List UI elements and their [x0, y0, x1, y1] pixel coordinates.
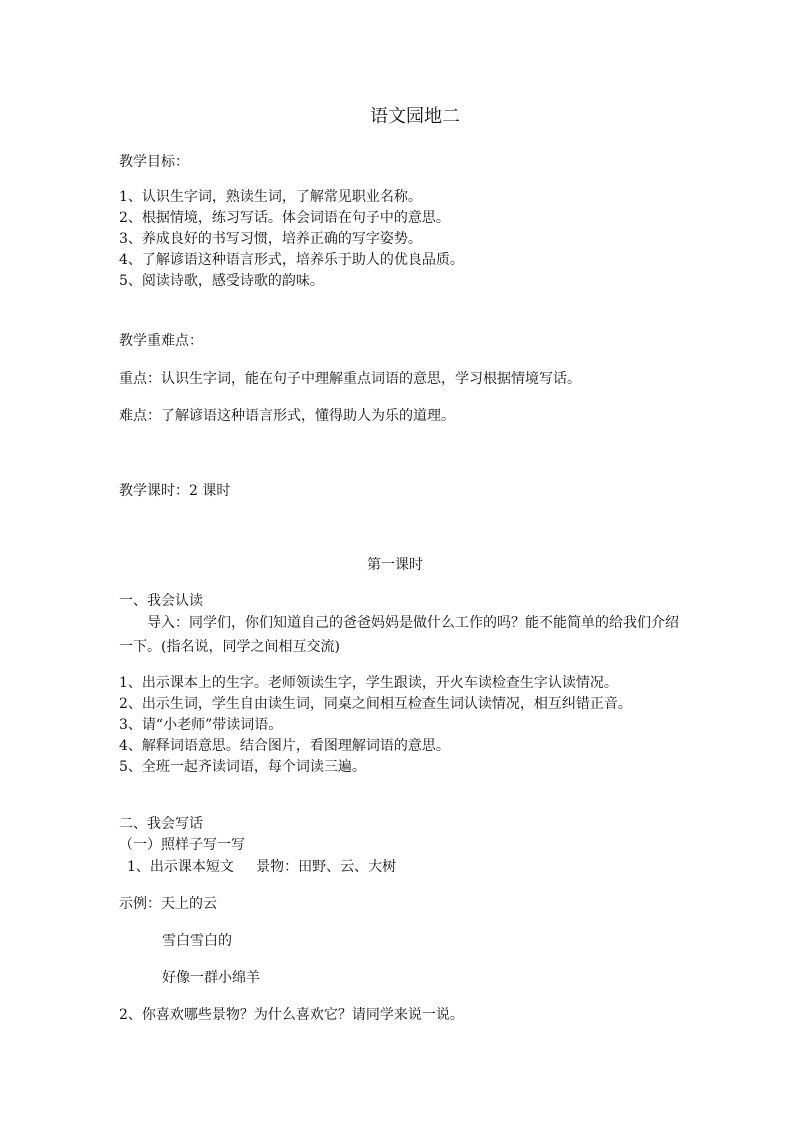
objective-item: 4、了解谚语这种语言形式，培养乐于助人的优良品质。: [119, 252, 464, 268]
difficult-point: 难点：了解谚语这种语言形式，懂得助人为乐的道理。: [119, 408, 455, 424]
objective-item: 5、阅读诗歌，感受诗歌的韵味。: [119, 273, 324, 289]
step-item: 3、请“小老师”带读词语。: [119, 717, 283, 733]
intro-text: 一下。(指名说，同学之间相互交流): [119, 639, 340, 655]
objective-item: 3、养成良好的书写习惯，培养正确的写字姿势。: [119, 231, 422, 247]
sub-heading: （一）照样子写一写: [119, 837, 245, 853]
section-heading: 一、我会认读: [119, 593, 203, 609]
example-line: 雪白雪白的: [162, 933, 232, 949]
lesson-title: 第一课时: [367, 557, 423, 573]
step-item: 5、全班一起齐读词语，每个词读三遍。: [119, 759, 366, 775]
section-heading: 二、我会写话: [119, 816, 203, 832]
objective-item: 2、根据情境，练习写话。体会词语在句子中的意思。: [119, 210, 450, 226]
document-title: 语文园地二: [370, 106, 460, 127]
objectives-heading: 教学目标：: [119, 154, 189, 170]
intro-text: 导入：同学们，你们知道自己的爸爸妈妈是做什么工作的吗？能不能简单的给我们介绍: [147, 615, 679, 631]
key-point: 重点：认识生字词，能在句子中理解重点词语的意思，学习根据情境写话。: [119, 371, 581, 387]
writing-item: 1、出示课本短文 景物：田野、云、大树: [127, 859, 397, 875]
difficulties-heading: 教学重难点：: [119, 333, 203, 349]
example-line: 好像一群小绵羊: [162, 970, 260, 986]
step-item: 1、出示课本上的生字。老师领读生字，学生跟读，开火车读检查生字认读情况。: [119, 675, 618, 691]
step-item: 4、解释词语意思。结合图片，看图理解词语的意思。: [119, 738, 450, 754]
step-item: 2、出示生词，学生自由读生词，同桌之间相互检查生词认读情况，相互纠错正音。: [119, 696, 632, 712]
objective-item: 1、认识生字词，熟读生词，了解常见职业名称。: [119, 189, 422, 205]
class-hours: 教学课时：2 课时: [119, 483, 231, 499]
example-label: 示例：天上的云: [119, 896, 217, 912]
writing-item: 2、你喜欢哪些景物？为什么喜欢它？请同学来说一说。: [119, 1007, 464, 1023]
